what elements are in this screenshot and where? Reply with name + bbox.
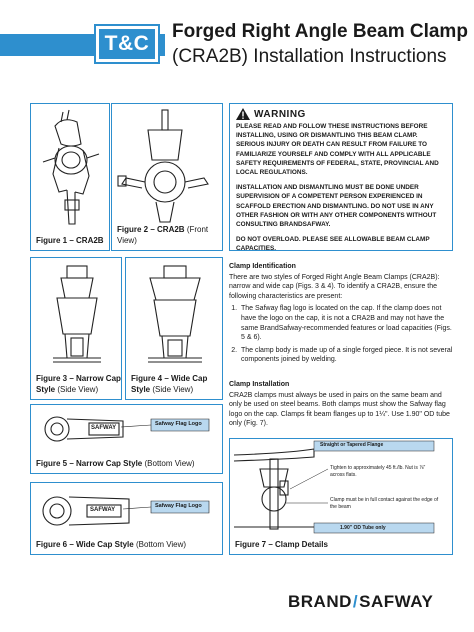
figure-5 — [30, 404, 223, 474]
flag-logo-callout-5: Safway Flag Logo — [155, 421, 202, 427]
warning-triangle-icon — [236, 108, 250, 120]
figure-7-caption: Figure 7 – Clamp Details — [235, 540, 328, 549]
warning-header — [236, 108, 446, 120]
identification-intro: There are two styles of Forged Right Angle Beam Clamps (CRA2B): narrow and wide cap (Figs. 3 & 4). To identify a CRA2B, ensure the following characteristics are present: — [229, 273, 440, 300]
figure-2 — [111, 103, 223, 251]
flag-logo-callout-6: Safway Flag Logo — [155, 503, 202, 509]
figure-5-caption: Figure 5 – Narrow Cap Style (Bottom View) — [36, 459, 195, 468]
clamp-iso-drawing — [31, 104, 111, 252]
warning-paragraph-1: PLEASE READ AND FOLLOW THESE INSTRUCTIONS BEFORE INSTALLING, USING OR DISMANTLING THIS BEAM CLAMP. SERIOUS INJURY OR DEATH CAN RESULT FROM FAILURE TO FAMILIARIZE YOURSELF AND COMPLY WITH ALL APPLICABLE SAFETY REQUIREMENTS OF FEDERAL, STATE, PROVINCIAL AND LOCAL REGULATIONS. — [236, 123, 439, 177]
identification-list — [239, 304, 455, 365]
safway-stamp-6: SAFWAY — [90, 507, 116, 513]
figure-4 — [125, 257, 223, 400]
safway-stamp-5: SAFWAY — [91, 425, 117, 431]
tc-logo — [96, 26, 158, 62]
warning-paragraph-3: DO NOT OVERLOAD. PLEASE SEE ALLOWABLE BEAM CLAMP CAPACITIES. — [236, 236, 430, 253]
page-title: Forged Right Angle Beam Clamp — [172, 21, 468, 42]
brand-slash-icon: / — [352, 592, 359, 611]
brandsafway-logo — [288, 592, 433, 612]
tighten-label: Tighten to approximately 45 ft./lb. Nut is ⅞" across flats. — [330, 465, 426, 478]
figure-3-caption: Figure 3 – Narrow Cap Style (Side View) — [36, 374, 121, 394]
warning-paragraph-2: INSTALLATION AND DISMANTLING MUST BE DONE UNDER SUPERVISION OF A COMPETENT PERSON EXPERIENCED IN SCAFFOLD ERECTION AND DISMANTLING. DO NOT USE IN ANY OTHER FASHION OR WITH ANY OTHER COMPONENTS WITHOUT CONSULTING BRANDSAFWAY. — [236, 184, 437, 229]
installation-heading: Clamp Installation — [229, 381, 290, 388]
tube-label: 1.90" OD Tube only — [340, 525, 386, 531]
warning-title: WARNING — [254, 108, 306, 120]
page-subtitle: (CRA2B) Installation Instructions — [172, 46, 447, 67]
figure-6 — [30, 482, 223, 555]
warning-box — [229, 103, 453, 251]
brand-text-1: BRAND — [288, 592, 352, 611]
figure-4-caption: Figure 4 – Wide Cap Style (Side View) — [131, 374, 208, 394]
clamp-identification-section — [229, 262, 455, 368]
figure-3 — [30, 257, 122, 400]
figure-1 — [30, 103, 110, 251]
page-header — [0, 0, 474, 78]
clamp-installation-section — [229, 380, 455, 429]
installation-text: CRA2B clamps must always be used in pairs on the same beam and only be used on steel beams. Both clamps must show the Safway flag logo on the cap. Clamps fit beam flanges up to 1¼". Use 1.90" OD tube only (Fig. 7). — [229, 391, 450, 428]
flange-label: Straight or Tapered Flange — [320, 442, 384, 448]
contact-label: Clamp must be in full contact against the edge of the beam — [330, 497, 439, 510]
identification-item: 1. The Safway flag logo is located on the cap. If the clamp does not have the logo on the cap, it is not a CRA2B and may not have the same BrandSafway-recommended features or load capacities (Figs. 5 & 6). — [239, 304, 455, 342]
figure-1-caption: Figure 1 – CRA2B — [36, 236, 104, 245]
figure-2-caption: Figure 2 – CRA2B (Front View) — [117, 225, 209, 245]
figure-6-caption: Figure 6 – Wide Cap Style (Bottom View) — [36, 540, 187, 549]
identification-heading: Clamp Identification — [229, 263, 296, 270]
brand-text-2: SAFWAY — [359, 592, 434, 611]
identification-item: 2. The clamp body is made up of a single forged piece. It is not several components joined by welding. — [239, 346, 455, 365]
logo-text: T&C — [104, 32, 150, 55]
figure-7 — [229, 438, 453, 555]
